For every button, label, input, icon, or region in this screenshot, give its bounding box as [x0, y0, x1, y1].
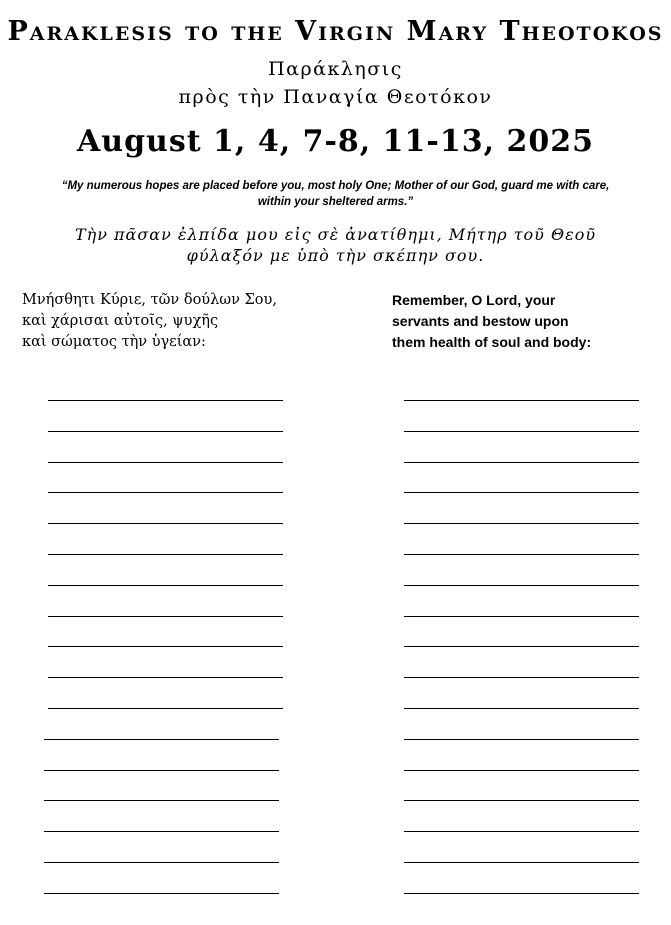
right-name-line [404, 800, 639, 801]
right-name-line [404, 462, 639, 463]
left-name-line [44, 770, 279, 771]
greek-title-line-1: Παράκλησις [268, 58, 403, 80]
left-name-line [48, 585, 283, 586]
left-name-line [48, 431, 283, 432]
left-name-line [44, 893, 279, 894]
right-name-line [404, 893, 639, 894]
right-name-line [404, 708, 639, 709]
right-name-line [404, 616, 639, 617]
left-name-line [48, 400, 283, 401]
left-name-line [48, 646, 283, 647]
right-name-line [404, 862, 639, 863]
left-name-line [44, 831, 279, 832]
left-name-line [48, 554, 283, 555]
left-name-line [48, 492, 283, 493]
left-name-line [48, 616, 283, 617]
right-name-line [404, 492, 639, 493]
left-name-line [44, 739, 279, 740]
right-name-line [404, 677, 639, 678]
right-name-line [404, 554, 639, 555]
greek-quote-line-2: φύλαξόν με ὑπὸ τὴν σκέπην σου. [186, 246, 485, 265]
left-name-line [44, 862, 279, 863]
english-quote-line-2: within your sheltered arms.” [257, 196, 414, 208]
page-title: Paraklesis to the Virgin Mary Theotokos [7, 16, 664, 47]
greek-title-line-2: πρὸς τὴν Παναγία Θεοτόκον [178, 86, 493, 108]
greek-prayer-line: καὶ χάρισαι αὐτοῖς, ψυχῆς [22, 313, 219, 329]
right-name-line [404, 400, 639, 401]
english-prayer-line: Remember, O Lord, your [392, 292, 556, 308]
left-name-line [44, 800, 279, 801]
right-name-line [404, 831, 639, 832]
left-name-line [48, 708, 283, 709]
greek-prayer-line: Μνήσθητι Κύριε, τῶν δούλων Σου, [22, 292, 277, 308]
greek-prayer [22, 290, 352, 353]
greek-quote-line-1: Τὴν πᾶσαν ἐλπίδα μου εἰς σὲ ἀνατίθημι, Μήτηρ τοῦ Θεοῦ [74, 225, 597, 244]
english-prayer-line: servants and bestow upon [392, 313, 569, 329]
left-name-line [48, 523, 283, 524]
left-name-line [48, 462, 283, 463]
right-name-line [404, 770, 639, 771]
english-quote [30, 178, 641, 210]
right-name-line [404, 739, 639, 740]
service-dates: August 1, 4, 7-8, 11-13, 2025 [76, 124, 594, 159]
right-name-line [404, 585, 639, 586]
right-name-line [404, 523, 639, 524]
right-name-line [404, 646, 639, 647]
english-quote-line-1: “My numerous hopes are placed before you, most holy One; Mother of our God, guard me with care, [61, 180, 610, 192]
english-prayer [392, 290, 662, 353]
right-name-line [404, 431, 639, 432]
left-name-line [48, 677, 283, 678]
greek-prayer-line: καὶ σώματος τὴν ὑγείαν: [22, 334, 206, 350]
english-prayer-line: them health of soul and body: [392, 334, 592, 350]
greek-quote [30, 224, 641, 266]
